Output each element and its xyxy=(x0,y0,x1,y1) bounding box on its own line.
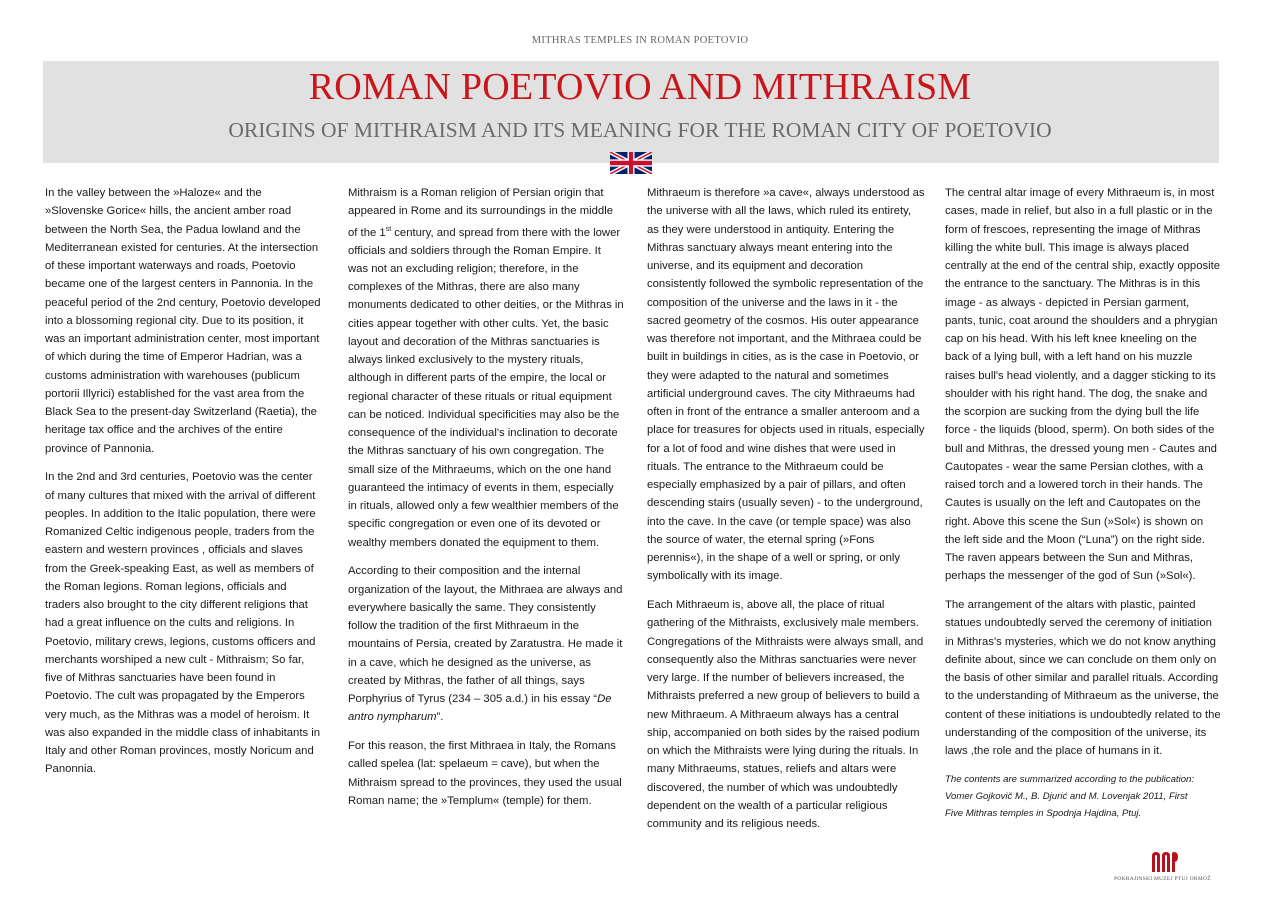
paragraph xyxy=(348,562,624,726)
paragraph: Mithraeum is therefore »a cave«, always understood as the universe with all the laws, which ruled its entirety, as they were understood in antiquity. Entering the Mithras sanctuary always meant entering into the universe, and its equipment and decoration consistently followed the symbolic representation of the composition of the universe and the laws in it - the sacred geometry of the cosmos. His outer appearance was therefore not important, and the Mithraea could be built in buildings in cities, as is the case in Poetovio, or they were adapted to the natural and sometimes artificial underground caves. The city Mithraeums had often in front of the entrance a smaller anteroom and a place for treasures for objects used in rituals, especially for a lot of food and wine dishes that were used in rituals. The entrance to the Mithraeum could be especially emphasized by a pair of pillars, and often descending stairs (usually seven) - to the underground, into the cave. In the cave (or temple space) was also the source of water, the eternal spring (»Fons perennis«), in the shape of a well or spring, or only symbolically with its image. xyxy=(647,187,925,583)
text-span: ”. xyxy=(436,711,444,724)
uk-flag-icon[interactable] xyxy=(610,152,652,174)
text-span: According to their composition and the internal organization of the layout, the Mithraea are always and everywhere basically the same. They consistently follow the tradition of the first Mithraeum in the mountains of Persia, created by Zaratustra. He made it in a cave, which he designed as the universe, as created by Mithras, the father of all things, says Porphyrius of Tyrus (234 – 305 a.d.) in his essay “ xyxy=(348,565,623,706)
paragraph: In the 2nd and 3rd centuries, Poetovio was the center of many cultures that mixed with the arrival of different peoples. In addition to the Italic population, there were Romanized Celtic indigenous people, traders from the eastern and western provinces , officials and slaves from the Greek-speaking East, as well as members of the Roman legions. Roman legions, officials and traders also brought to the city different religions that had a great influence on the cults and religions. In Poetovio, military crews, legions, customs officers and merchants worshiped a new cult - Mithraism; So far, five of Mithras sanctuaries have been found in Poetovio. The cult was propagated by the Emperors very much, as the Mithras was a model of heroism. It was also expanded in the middle class of inhabitants in Italy and other Roman provinces, mostly Noricum and Panonnia. xyxy=(45,471,321,776)
page-subtitle: ORIGINS OF MITHRAISM AND ITS MEANING FOR THE ROMAN CITY OF POETOVIO xyxy=(228,118,1052,142)
museum-logo-icon xyxy=(1150,850,1180,874)
paragraph: For this reason, the first Mithraea in Italy, the Romans called spelea (lat: spelaeum = cave), but when the Mithraism spread to the provinces, they used the usual Roman name; the »Templum« (temple) for them. xyxy=(348,740,622,807)
museum-name: POKRAJINSKI MUZEJ PTUJ ORMOŽ xyxy=(1114,876,1211,882)
paragraph: In the valley between the »Haloze« and the »Slovenske Gorice« hills, the ancient amber road between the North Sea, the Padua lowland and the Mediterranean existed for centuries. At the intersection of these important waterways and roads, Poetovio became one of the largest centers in Pannonia. In the peaceful period of the 2nd century, Poetovio developed into a blossoming regional city. Due to its position, it was an important administration center, most important of which during the time of Emperor Hadrian, was a customs administration with warehouses (publicum portorii Illyrici) established for the vast area from the Black Sea to the present-day Switzerland (Raetia), the heritage tax office and the archives of the entire province of Pannonia. xyxy=(45,187,321,455)
text-column-3 xyxy=(647,184,925,844)
superscript: st xyxy=(385,225,392,233)
document-top-label: MITHRAS TEMPLES IN ROMAN POETOVIO xyxy=(531,35,749,46)
text-column-1 xyxy=(45,184,321,789)
paragraph: The arrangement of the altars with plastic, painted statues undoubtedly served the ceremony of initiation in Mithras's mysteries, which we do not know anything definite about, since we can conclude on them only on the basis of other similar and parallel rituals. According to the understanding of Mithraeum as the universe, the content of these initiations is undoubtedly related to the understanding of the composition of the universe, its laws ,the role and the place of humans in it. xyxy=(945,599,1221,757)
paragraph: The central altar image of every Mithraeum is, in most cases, made in relief, but also in a full plastic or in the form of frescoes, representing the image of Mithras killing the white bull. This image is always placed centrally at the end of the central ship, exactly opposite the entrance to the sanctuary. The Mithras is in this image - as always - depicted in Persian garment, pants, tunic, coat around the shoulders and a phrygian cap on his head. With his left knee kneeling on the back of a lying bull, with a left hand on his muzzle raises bull's head violently, and a dagger sticking to its shoulder with his right hand. The dog, the snake and the scorpion are sucking from the dying bull the life force - the liquids (blood, sperm). On both sides of the bull and Mithras, the dressed young men - Cautes and Cautopates - wear the same Persian clothes, with a raised torch and a lowered torch in their hands. The Cautes is usually on the left and Cautopates on the right. Above this scene the Sun (»Sol«) is shown on the left side and the Moon (“Luna”) on the right side. The raven appears between the Sun and Mithras, perhaps the messenger of the god of Sun (»Sol«). xyxy=(945,187,1221,583)
essay-title: De antro nympharum xyxy=(348,693,612,724)
source-note: The contents are summarized according to the publication: Vomer Gojkovič M., B. Djurić and M. Lovenjak 2011, First Five Mithras temples in Spodnja Hajdina, Ptuj. xyxy=(945,773,1195,819)
page-title: ROMAN POETOVIO AND MITHRAISM xyxy=(308,66,972,108)
text-column-4 xyxy=(945,184,1221,832)
paragraph xyxy=(348,184,624,552)
text-span: Mithraism is a Roman religion of Persian origin that appeared in Rome and its surroundings in the middle of the 1 xyxy=(348,187,614,239)
paragraph: Each Mithraeum is, above all, the place of ritual gathering of the Mithraists, exclusively male members. Congregations of the Mithraists were always small, and consequently also the Mithras sanctuaries were never very large. If the number of believers increased, the Mithraists preferred a new group of believers to build a new Mithraeum. A Mithraeum always has a central ship, accompanied on both sides by the raised podium on which the Mithraists were lying during the rituals. In many Mithraeums, statues, reliefs and altars were discovered, the number of which was undoubtedly dependent on the wealth of a particular religious community and its religious needs. xyxy=(647,599,924,830)
text-span: century, and spread from there with the lower officials and soldiers through the Roman Empire. It was not an excluding religion; therefore, in the complexes of the Mithras, there are also many monuments dedicated to other deities, or the Mithras in cities appear together with other cults. Yet, the basic layout and decoration of the Mithras sanctuaries is always linked exclusively to the mystery rituals, although in different parts of the empire, the local or regional character of these rituals or ritual equipment can be noticed. Individual specificities may also be the consequence of the individual's inclination to decorate the Mithras sanctuary of his own congregation. The small size of the Mithraeums, which on the one hand guaranteed the intimacy of events in them, especially in rituals, allowed only a few wealthier members of the specific congregation or even one of its devoted or wealthy members donated the equipment to them. xyxy=(348,226,624,549)
text-column-2 xyxy=(348,184,624,821)
